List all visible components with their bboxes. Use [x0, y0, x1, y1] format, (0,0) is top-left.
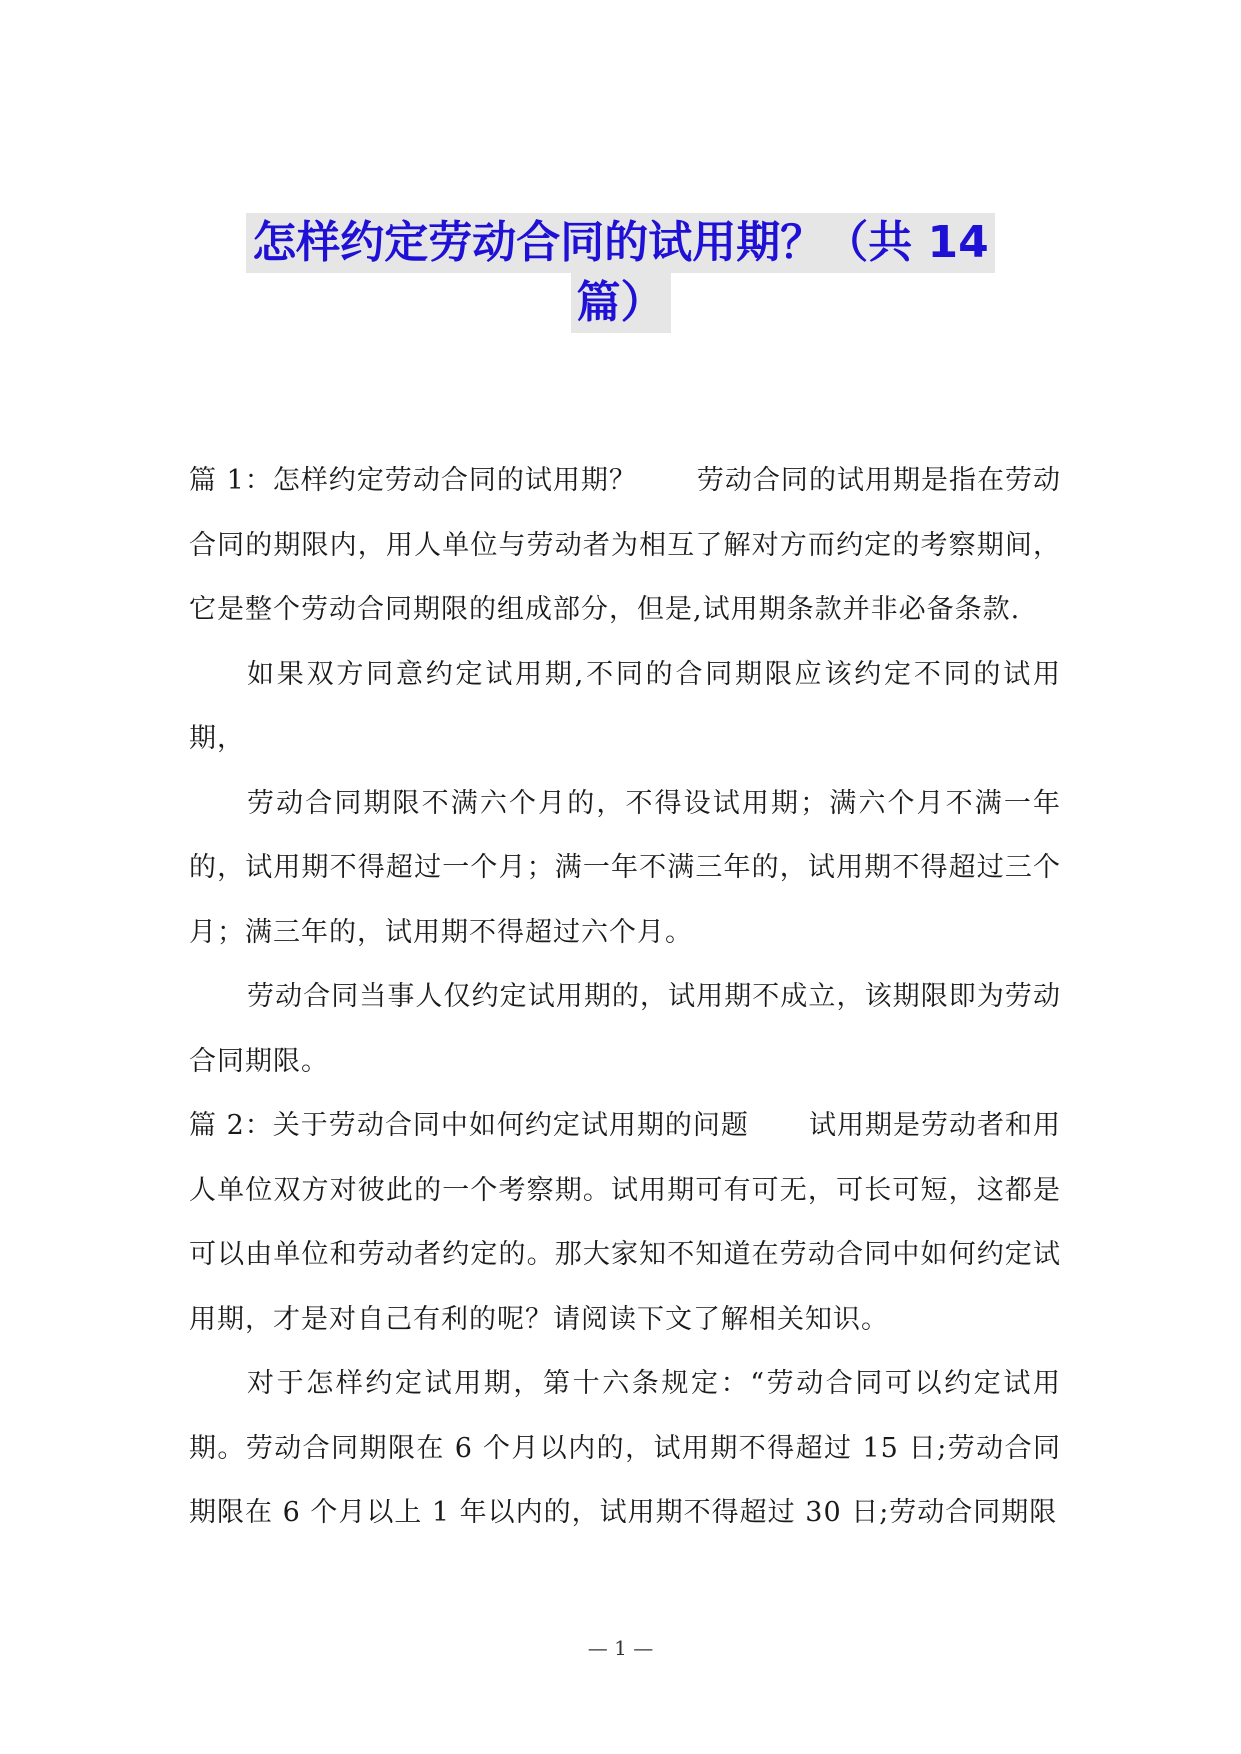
title-line-1: 怎样约定劳动合同的试用期？（共 14	[246, 213, 995, 273]
paragraph-3: 劳动合同期限不满六个月的，不得设试用期；满六个月不满一年的，试用期不得超过一个月；满一年不满三年的，试用期不得超过三个月；满三年的，试用期不得超过六个月。	[189, 787, 1061, 948]
paragraph-5-text: 试用期是劳动者和用人单位双方对彼此的一个考察期。试用期可有可无，可长可短，这都是可以由单位和劳动者约定的。那大家知不知道在劳动合同中如何约定试用期，才是对自己有利的呢？请阅读下文了解相关知识。	[189, 1110, 1062, 1335]
paragraph-5	[189, 1094, 1061, 1352]
document-body	[189, 449, 1061, 1546]
section-heading-2: 篇 2：关于劳动合同中如何约定试用期的问题	[189, 1110, 749, 1141]
paragraph-4: 劳动合同当事人仅约定试用期的，试用期不成立，该期限即为劳动合同期限。	[189, 981, 1061, 1077]
paragraph-6: 对于怎样约定试用期，第十六条规定：“劳动合同可以约定试用期。劳动合同期限在 6 个月以内的，试用期不得超过 15 日;劳动合同期限在 6 个月以上 1 年以内的，试用期不得超过 30 日;劳动合同期限	[189, 1368, 1061, 1528]
paragraph-1-text: 劳动合同的试用期是指在劳动合同的期限内，用人单位与劳动者为相互了解对方而约定的考察期间，它是整个劳动合同期限的组成部分，但是,试用期条款并非必备条款.	[189, 465, 1062, 625]
section-heading-1: 篇 1：怎样约定劳动合同的试用期？	[189, 465, 637, 496]
title-line-2: 篇）	[571, 273, 671, 333]
document-title	[150, 213, 1091, 333]
paragraph-1	[189, 449, 1061, 643]
paragraph-2: 如果双方同意约定试用期,不同的合同期限应该约定不同的试用期，	[189, 658, 1061, 754]
page-number: — 1 —	[587, 1636, 654, 1660]
